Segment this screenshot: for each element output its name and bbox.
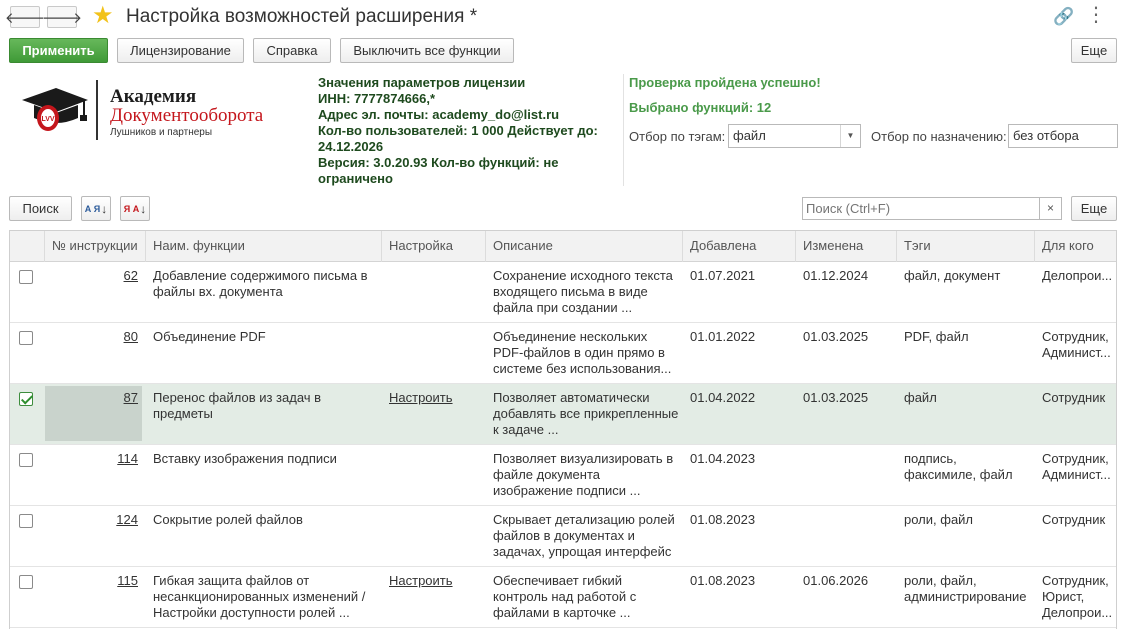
licensing-button[interactable]: Лицензирование xyxy=(117,38,244,63)
sort-descending-icon: Я А xyxy=(123,203,140,214)
cell-tags: PDF, файл xyxy=(904,329,969,344)
purpose-filter-value: без отбора xyxy=(1013,128,1079,143)
header-setting[interactable]: Настройка xyxy=(382,231,486,262)
dropdown-arrow-icon[interactable]: ▼ xyxy=(840,125,860,147)
header-added[interactable]: Добавлена xyxy=(683,231,796,262)
functions-table xyxy=(9,230,1117,629)
clear-search-icon[interactable]: × xyxy=(1040,197,1062,220)
row-checkbox[interactable] xyxy=(19,270,33,284)
title-bar xyxy=(0,0,1124,34)
cell-for-whom: Сотрудник, Юрист, Делопрои... xyxy=(1042,573,1113,620)
cell-description: Сохранение исходного текста входящего письма в виде файла при создании ... xyxy=(493,268,673,315)
favorite-star-icon[interactable]: ★ xyxy=(92,2,114,29)
cell-added-date: 01.08.2023 xyxy=(690,512,756,527)
cell-tags: роли, файл, администрирование xyxy=(904,573,1027,604)
cell-setting-link[interactable]: Настроить xyxy=(389,390,453,405)
table-row[interactable] xyxy=(10,323,1117,384)
cell-function-name: Добавление содержимого письма в файлы вх. документа xyxy=(153,268,368,299)
logo-title-line2: Документооборота xyxy=(110,105,264,126)
search-input[interactable] xyxy=(802,197,1040,220)
forward-arrow-icon: 🡒 xyxy=(41,9,83,27)
cell-tags: файл xyxy=(904,390,937,405)
row-checkbox[interactable] xyxy=(19,453,33,467)
cell-instruction-number[interactable]: 87 xyxy=(123,390,138,405)
disable-all-button[interactable]: Выключить все функции xyxy=(340,38,514,63)
back-arrow-icon: 🡐 xyxy=(4,9,46,27)
sort-descending-button[interactable]: Я А ↓ xyxy=(120,196,150,221)
window-title: Настройка возможностей расширения * xyxy=(126,6,478,27)
cell-instruction-number[interactable]: 80 xyxy=(123,329,138,344)
sort-ascending-icon: А Я xyxy=(84,203,101,214)
license-users: Кол-во пользователей: 1 000 Действует до: 24.12.2026 xyxy=(318,123,598,154)
row-checkbox[interactable] xyxy=(19,514,33,528)
header-checkbox-column xyxy=(10,231,45,262)
tags-filter-select[interactable] xyxy=(728,124,861,148)
link-icon[interactable]: 🔗 xyxy=(1053,7,1075,26)
cell-description: Обеспечивает гибкий контроль над работой с файлами в карточке ... xyxy=(493,573,637,620)
cell-tags: подпись, факсимиле, файл xyxy=(904,451,1013,482)
emblem-text: LVV xyxy=(41,116,55,123)
cell-function-name: Перенос файлов из задач в предметы xyxy=(153,390,322,421)
cell-changed-date: 01.06.2026 xyxy=(803,573,869,588)
selected-count: Выбрано функций: 12 xyxy=(629,100,772,115)
cell-added-date: 01.07.2021 xyxy=(690,268,756,283)
cell-changed-date: 01.03.2025 xyxy=(803,390,869,405)
back-button[interactable] xyxy=(4,6,46,28)
license-email: Адрес эл. почты: academy_do@list.ru xyxy=(318,107,560,122)
row-checkbox[interactable] xyxy=(19,392,33,406)
table-header xyxy=(10,231,1117,262)
logo-title-line1: Академия xyxy=(110,86,197,107)
cell-setting-link[interactable]: Настроить xyxy=(389,573,453,588)
cell-tags: файл, документ xyxy=(904,268,1001,283)
cell-function-name: Гибкая защита файлов от несанкционированных изменений / Настройки доступности ролей ... xyxy=(153,573,366,620)
table-row[interactable] xyxy=(10,262,1117,323)
cell-added-date: 01.04.2022 xyxy=(690,390,756,405)
table-row[interactable] xyxy=(10,384,1117,445)
cell-description: Объединение нескольких PDF-файлов в один прямо в системе без использования... xyxy=(493,329,672,376)
table-row[interactable] xyxy=(10,506,1117,567)
license-heading: Значения параметров лицензии xyxy=(318,75,526,90)
cell-changed-date: 01.03.2025 xyxy=(803,329,869,344)
purpose-filter-label: Отбор по назначению: xyxy=(871,129,1007,144)
cell-description: Позволяет автоматически добавлять все прикрепленные к задаче ... xyxy=(493,390,679,437)
more-actions-icon[interactable]: ⋮ xyxy=(1086,4,1104,26)
help-button[interactable]: Справка xyxy=(253,38,331,63)
cell-description: Скрывает детализацию ролей файлов в документах и задачах, упрощая интерфейс xyxy=(493,512,675,559)
tags-filter-value: файл xyxy=(733,128,766,143)
search-button[interactable]: Поиск xyxy=(9,196,72,221)
table-row[interactable] xyxy=(10,567,1117,628)
apply-button[interactable]: Применить xyxy=(9,38,108,63)
more-button[interactable]: Еще xyxy=(1071,38,1117,63)
header-instruction-number[interactable]: № инструкции xyxy=(45,231,146,262)
tags-filter-label: Отбор по тэгам: xyxy=(629,129,726,144)
purpose-filter-select[interactable] xyxy=(1008,124,1118,148)
cell-changed-date: 01.12.2024 xyxy=(803,268,869,283)
table-row[interactable] xyxy=(10,445,1117,506)
cell-added-date: 01.04.2023 xyxy=(690,451,756,466)
cell-function-name: Объединение PDF xyxy=(153,329,266,344)
graduation-cap-icon xyxy=(18,82,88,136)
cell-for-whom: Делопрои... xyxy=(1042,268,1113,283)
cell-instruction-number[interactable]: 115 xyxy=(117,573,138,588)
row-checkbox[interactable] xyxy=(19,575,33,589)
vertical-divider xyxy=(623,74,624,186)
logo-divider xyxy=(96,80,98,140)
cell-instruction-number[interactable]: 114 xyxy=(117,451,138,466)
header-for-whom[interactable]: Для кого xyxy=(1042,238,1094,253)
license-version: Версия: 3.0.20.93 Кол-во функций: не ограничено xyxy=(318,155,559,186)
cell-instruction-number[interactable]: 62 xyxy=(123,268,138,283)
forward-button[interactable] xyxy=(41,6,83,28)
cell-function-name: Вставку изображения подписи xyxy=(153,451,337,466)
academy-logo xyxy=(18,82,88,139)
license-info xyxy=(318,75,618,187)
license-inn: ИНН: 7777874666,* xyxy=(318,91,436,106)
check-status: Проверка пройдена успешно! xyxy=(629,75,821,90)
cell-added-date: 01.08.2023 xyxy=(690,573,756,588)
cell-added-date: 01.01.2022 xyxy=(690,329,756,344)
cell-for-whom: Сотрудник, Админист... xyxy=(1042,451,1111,482)
cell-function-name: Сокрытие ролей файлов xyxy=(153,512,303,527)
cell-for-whom: Сотрудник xyxy=(1042,512,1106,527)
cell-for-whom: Сотрудник, Админист... xyxy=(1042,329,1111,360)
logo-subtitle: Лушников и партнеры xyxy=(110,127,213,138)
header-description[interactable]: Описание xyxy=(486,231,683,262)
header-changed[interactable]: Изменена xyxy=(796,231,897,262)
cell-instruction-number[interactable]: 124 xyxy=(116,512,138,527)
sort-ascending-button[interactable]: А Я ↓ xyxy=(81,196,111,221)
list-more-button[interactable]: Еще xyxy=(1071,196,1117,221)
cell-for-whom: Сотрудник xyxy=(1042,390,1106,405)
header-function-name[interactable]: Наим. функции xyxy=(146,231,382,262)
cell-description: Позволяет визуализировать в файле документа изображение подписи ... xyxy=(493,451,674,498)
header-tags[interactable]: Тэги xyxy=(897,231,1035,262)
cell-tags: роли, файл xyxy=(904,512,974,527)
row-checkbox[interactable] xyxy=(19,331,33,345)
